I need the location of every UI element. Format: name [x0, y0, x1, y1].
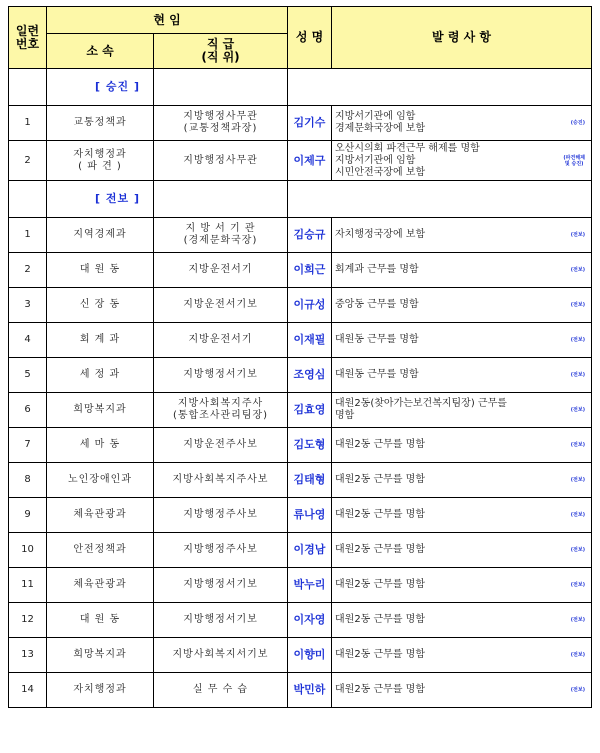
- employee-name-cell: 김태형: [288, 463, 332, 498]
- department-cell: 희망복지과: [47, 393, 154, 428]
- serial-number-cell: 10: [9, 533, 47, 568]
- appointment-note-cell: [332, 428, 592, 463]
- employee-name-cell: 이규성: [288, 288, 332, 323]
- appointment-note-text: 대원동 근무를 명함: [335, 369, 419, 380]
- table-row: [9, 323, 592, 358]
- position-cell: 지방행정사무관: [154, 141, 288, 181]
- employee-name-cell: 김도형: [288, 428, 332, 463]
- appointment-note-text: 대원동 근무를 명함: [335, 334, 419, 345]
- appointment-note-cell: [332, 358, 592, 393]
- appointment-note-cell: [332, 568, 592, 603]
- header-position: 직 급 (직 위): [154, 34, 288, 69]
- section-blank-cell: [288, 181, 592, 218]
- appointment-note-text: 지방서기관에 임함 경제문화국장에 보함: [335, 111, 426, 134]
- table-row: [9, 673, 592, 708]
- section-blank-cell: [154, 181, 288, 218]
- table-row: [9, 253, 592, 288]
- department-cell: 노인장애인과: [47, 463, 154, 498]
- department-cell: 체육관광과: [47, 498, 154, 533]
- appointment-type-tag: (전보): [570, 302, 585, 308]
- table-row: [9, 638, 592, 673]
- appointment-type-tag: (전보): [570, 232, 585, 238]
- section-blank-cell: [154, 69, 288, 106]
- employee-name-cell: 김승규: [288, 218, 332, 253]
- appointment-note-cell: [332, 498, 592, 533]
- table-row: [9, 568, 592, 603]
- table-row: [9, 288, 592, 323]
- position-cell: 지방운전주사보: [154, 428, 288, 463]
- appointment-note-cell: [332, 533, 592, 568]
- appointment-note-cell: [332, 463, 592, 498]
- appointment-type-tag: (전보): [570, 582, 585, 588]
- appointment-note-text: 대원2동 근무를 명함: [335, 474, 425, 485]
- section-label: [ 전보 ]: [47, 181, 154, 218]
- section-row: [9, 181, 592, 218]
- employee-name-cell: 류나영: [288, 498, 332, 533]
- department-cell: 희망복지과: [47, 638, 154, 673]
- position-cell: 지방행정서기보: [154, 358, 288, 393]
- appointment-note-text: 대원2동 근무를 명함: [335, 544, 425, 555]
- position-cell: 지 방 서 기 관 (경제문화국장): [154, 218, 288, 253]
- appointment-note-text: 대원2동 근무를 명함: [335, 509, 425, 520]
- employee-name-cell: 이경남: [288, 533, 332, 568]
- appointment-note-cell: [332, 253, 592, 288]
- appointment-note-cell: [332, 218, 592, 253]
- position-cell: 지방운전서기: [154, 253, 288, 288]
- appointment-type-tag: (전보): [570, 617, 585, 623]
- employee-name-cell: 이제구: [288, 141, 332, 181]
- appointment-type-tag: (승진): [570, 120, 585, 126]
- appointment-note-text: 중앙동 근무를 명함: [335, 299, 419, 310]
- appointment-note-text: 대원2동 근무를 명함: [335, 579, 425, 590]
- section-label: [ 승진 ]: [47, 69, 154, 106]
- department-cell: 세 정 과: [47, 358, 154, 393]
- appointment-note-text: 회계과 근무를 명함: [335, 264, 419, 275]
- serial-number-cell: 13: [9, 638, 47, 673]
- table-row: [9, 498, 592, 533]
- serial-number-cell: 5: [9, 358, 47, 393]
- appointment-note-text: 대원2동 근무를 명함: [335, 649, 425, 660]
- position-cell: 지방행정주사보: [154, 498, 288, 533]
- appointment-note-cell: [332, 288, 592, 323]
- employee-name-cell: 박민하: [288, 673, 332, 708]
- appointment-type-tag: (전보): [570, 442, 585, 448]
- serial-number-cell: 4: [9, 323, 47, 358]
- appointment-note-text: 대원2동 근무를 명함: [335, 439, 425, 450]
- personnel-table: [8, 6, 592, 708]
- serial-number-cell: 8: [9, 463, 47, 498]
- appointment-note-cell: [332, 106, 592, 141]
- appointment-type-tag: (전보): [570, 337, 585, 343]
- appointment-type-tag: (전보): [570, 512, 585, 518]
- position-cell: 지방운전서기: [154, 323, 288, 358]
- appointment-type-tag: (파견해제 및 승진): [563, 154, 585, 167]
- employee-name-cell: 조영심: [288, 358, 332, 393]
- department-cell: 체육관광과: [47, 568, 154, 603]
- employee-name-cell: 김효영: [288, 393, 332, 428]
- position-cell: 실 무 수 습: [154, 673, 288, 708]
- serial-number-cell: 6: [9, 393, 47, 428]
- employee-name-cell: 이자영: [288, 603, 332, 638]
- employee-name-cell: 이재필: [288, 323, 332, 358]
- table-row: [9, 393, 592, 428]
- department-cell: 대 원 동: [47, 253, 154, 288]
- department-cell: 자치행정과 ( 파 견 ): [47, 141, 154, 181]
- employee-name-cell: 김기수: [288, 106, 332, 141]
- section-blank-cell: [9, 181, 47, 218]
- appointment-type-tag: (전보): [570, 407, 585, 413]
- personnel-table-container: [8, 6, 592, 708]
- table-row: [9, 428, 592, 463]
- department-cell: 대 원 동: [47, 603, 154, 638]
- serial-number-cell: 2: [9, 141, 47, 181]
- department-cell: 신 장 동: [47, 288, 154, 323]
- header-serial: 일련 번호: [9, 7, 47, 69]
- appointment-note-cell: [332, 141, 592, 181]
- appointment-note-cell: [332, 673, 592, 708]
- appointment-type-tag: (전보): [570, 267, 585, 273]
- section-blank-cell: [9, 69, 47, 106]
- serial-number-cell: 7: [9, 428, 47, 463]
- header-current: 현 임: [47, 7, 288, 34]
- appointment-note-cell: [332, 603, 592, 638]
- appointment-note-cell: [332, 323, 592, 358]
- serial-number-cell: 1: [9, 218, 47, 253]
- serial-number-cell: 11: [9, 568, 47, 603]
- appointment-type-tag: (전보): [570, 687, 585, 693]
- appointment-type-tag: (전보): [570, 477, 585, 483]
- serial-number-cell: 9: [9, 498, 47, 533]
- department-cell: 지역경제과: [47, 218, 154, 253]
- position-cell: 지방사회복지주사 (통합조사관리팀장): [154, 393, 288, 428]
- department-cell: 교통정책과: [47, 106, 154, 141]
- position-cell: 지방행정서기보: [154, 603, 288, 638]
- serial-number-cell: 12: [9, 603, 47, 638]
- header-name: 성 명: [288, 7, 332, 69]
- appointment-note-cell: [332, 638, 592, 673]
- table-row: [9, 106, 592, 141]
- table-row: [9, 141, 592, 181]
- serial-number-cell: 2: [9, 253, 47, 288]
- department-cell: 안전정책과: [47, 533, 154, 568]
- department-cell: 회 계 과: [47, 323, 154, 358]
- appointment-note-text: 대원2동 근무를 명함: [335, 614, 425, 625]
- department-cell: 자치행정과: [47, 673, 154, 708]
- serial-number-cell: 14: [9, 673, 47, 708]
- section-blank-cell: [288, 69, 592, 106]
- table-body: [9, 69, 592, 708]
- table-row: [9, 533, 592, 568]
- position-cell: 지방사회복지주사보: [154, 463, 288, 498]
- appointment-note-text: 대원2동 근무를 명함: [335, 684, 425, 695]
- appointment-note-text: 자치행정국장에 보함: [335, 229, 426, 240]
- appointment-type-tag: (전보): [570, 652, 585, 658]
- table-row: [9, 463, 592, 498]
- employee-name-cell: 박누리: [288, 568, 332, 603]
- header-dept: 소 속: [47, 34, 154, 69]
- position-cell: 지방사회복지서기보: [154, 638, 288, 673]
- position-cell: 지방행정사무관 (교통정책과장): [154, 106, 288, 141]
- table-row: [9, 358, 592, 393]
- employee-name-cell: 이향미: [288, 638, 332, 673]
- appointment-note-text: 오산시의회 파견근무 해제를 명함 지방서기관에 임함 시민안전국장에 보함: [335, 142, 480, 178]
- serial-number-cell: 3: [9, 288, 47, 323]
- table-row: [9, 603, 592, 638]
- table-row: [9, 218, 592, 253]
- position-cell: 지방행정주사보: [154, 533, 288, 568]
- position-cell: 지방행정서기보: [154, 568, 288, 603]
- employee-name-cell: 이희근: [288, 253, 332, 288]
- position-cell: 지방운전서기보: [154, 288, 288, 323]
- appointment-note-text: 대원2동(찾아가는보건복지팀장) 근무를 명함: [335, 398, 507, 421]
- serial-number-cell: 1: [9, 106, 47, 141]
- header-note: 발 령 사 항: [332, 7, 592, 69]
- department-cell: 세 마 동: [47, 428, 154, 463]
- appointment-type-tag: (전보): [570, 547, 585, 553]
- appointment-note-cell: [332, 393, 592, 428]
- appointment-type-tag: (전보): [570, 372, 585, 378]
- section-row: [9, 69, 592, 106]
